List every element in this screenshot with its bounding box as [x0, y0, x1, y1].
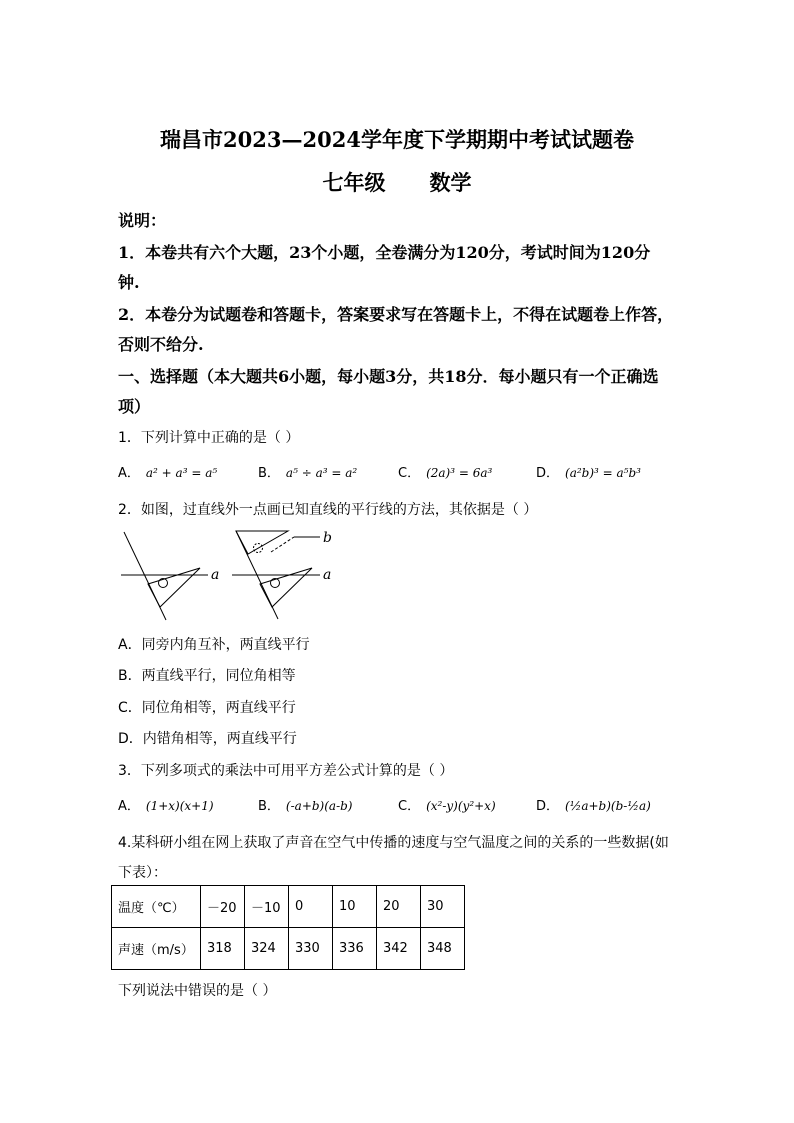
q2-option-b: B．两直线平行，同位角相等	[118, 668, 296, 684]
table-cell: 348	[421, 928, 465, 970]
q3-option-b-expr: (-a+b)(a-b)	[285, 799, 353, 813]
table-cell: 336	[333, 928, 377, 970]
notes-heading: 说明：	[118, 211, 167, 230]
table-cell: 318	[201, 928, 245, 970]
q3-option-a-expr: (1+x)(x+1)	[145, 799, 214, 813]
q1-stem: 1．下列计算中正确的是（ ）	[118, 430, 300, 446]
subject-label: 数学	[429, 170, 472, 195]
note-1-cont: 钟.	[118, 273, 140, 292]
table-cell: －10	[245, 886, 289, 928]
table-header-speed: 声速（m/s）	[112, 928, 201, 970]
q1-option-a-expr: a² + a³ = a⁵	[145, 466, 218, 480]
exam-subtitle	[0, 167, 794, 197]
q4-stem: 4.某科研小组在网上获取了声音在空气中传播的速度与空气温度之间的关系的一些数据(如	[118, 835, 669, 851]
set-square-bottom	[260, 568, 312, 607]
section-1-heading: 一、选择题（本大题共6小题，每小题3分，共18分．每小题只有一个正确选	[118, 367, 659, 386]
table-cell: 330	[289, 928, 333, 970]
exam-title: 瑞昌市2023—2024学年度下学期期中考试试题卷	[160, 127, 634, 152]
q2-stem: 2．如图，过直线外一点画已知直线的平行线的方法，其依据是（ ）	[118, 502, 538, 518]
table-cell: －20	[201, 886, 245, 928]
set-square-top	[236, 531, 288, 554]
table-cell: 324	[245, 928, 289, 970]
q3-option-c-expr: (x²-y)(y²+x)	[426, 799, 496, 813]
section-1-heading-cont: 项）	[118, 397, 151, 416]
q1-option-d: D． (a²b)³ = a⁵b³	[536, 466, 641, 481]
q3-option-d: D． (½a+b)(b-½a)	[536, 799, 651, 814]
label-a-right: a	[323, 567, 332, 583]
q3-option-b: B． (-a+b)(a-b)	[258, 799, 353, 814]
table-cell: 342	[377, 928, 421, 970]
q2-option-a: A．同旁内角互补，两直线平行	[118, 637, 310, 653]
q1-option-b: B． a⁵ ÷ a³ = a²	[258, 466, 358, 481]
set-square-left	[148, 568, 200, 607]
q4-stem-cont: 下表）：	[118, 865, 167, 881]
note-2-cont: 否则不给分.	[118, 335, 204, 354]
q1-option-d-expr: (a²b)³ = a⁵b³	[565, 466, 641, 480]
speed-of-sound-table	[111, 885, 465, 970]
q4-followup: 下列说法中错误的是（ ）	[118, 983, 277, 999]
note-1: 1．本卷共有六个大题，23个小题，全卷满分为120分，考试时间为120分	[118, 243, 651, 262]
q1-option-c-expr: (2a)³ = 6a³	[426, 466, 493, 480]
q3-option-d-expr: (½a+b)(b-½a)	[565, 799, 651, 813]
q3-option-a: A． (1+x)(x+1)	[118, 799, 214, 814]
parallel-line-figure	[118, 526, 348, 626]
q3-option-c: C． (x²-y)(y²+x)	[398, 799, 496, 814]
table-header-temperature: 温度（℃）	[112, 886, 201, 928]
q1-option-c: C． (2a)³ = 6a³	[398, 466, 493, 481]
q1-option-a: A． a² + a³ = a⁵	[118, 466, 218, 481]
note-2: 2．本卷分为试题卷和答题卡，答案要求写在答题卡上，不得在试题卷上作答，	[118, 305, 674, 324]
grade-label: 七年级	[322, 170, 386, 195]
table-cell: 30	[421, 886, 465, 928]
table-cell: 10	[333, 886, 377, 928]
label-a-left: a	[211, 567, 220, 583]
table-cell: 0	[289, 886, 333, 928]
table-row-speed	[112, 928, 465, 970]
table-row-temperature	[112, 886, 465, 928]
q2-option-c: C．同位角相等，两直线平行	[118, 700, 296, 716]
label-b-right: b	[323, 530, 332, 546]
q3-stem: 3．下列多项式的乘法中可用平方差公式计算的是（ ）	[118, 763, 454, 779]
q2-option-d: D．内错角相等，两直线平行	[118, 731, 297, 747]
table-cell: 20	[377, 886, 421, 928]
q1-option-b-expr: a⁵ ÷ a³ = a²	[285, 466, 358, 480]
